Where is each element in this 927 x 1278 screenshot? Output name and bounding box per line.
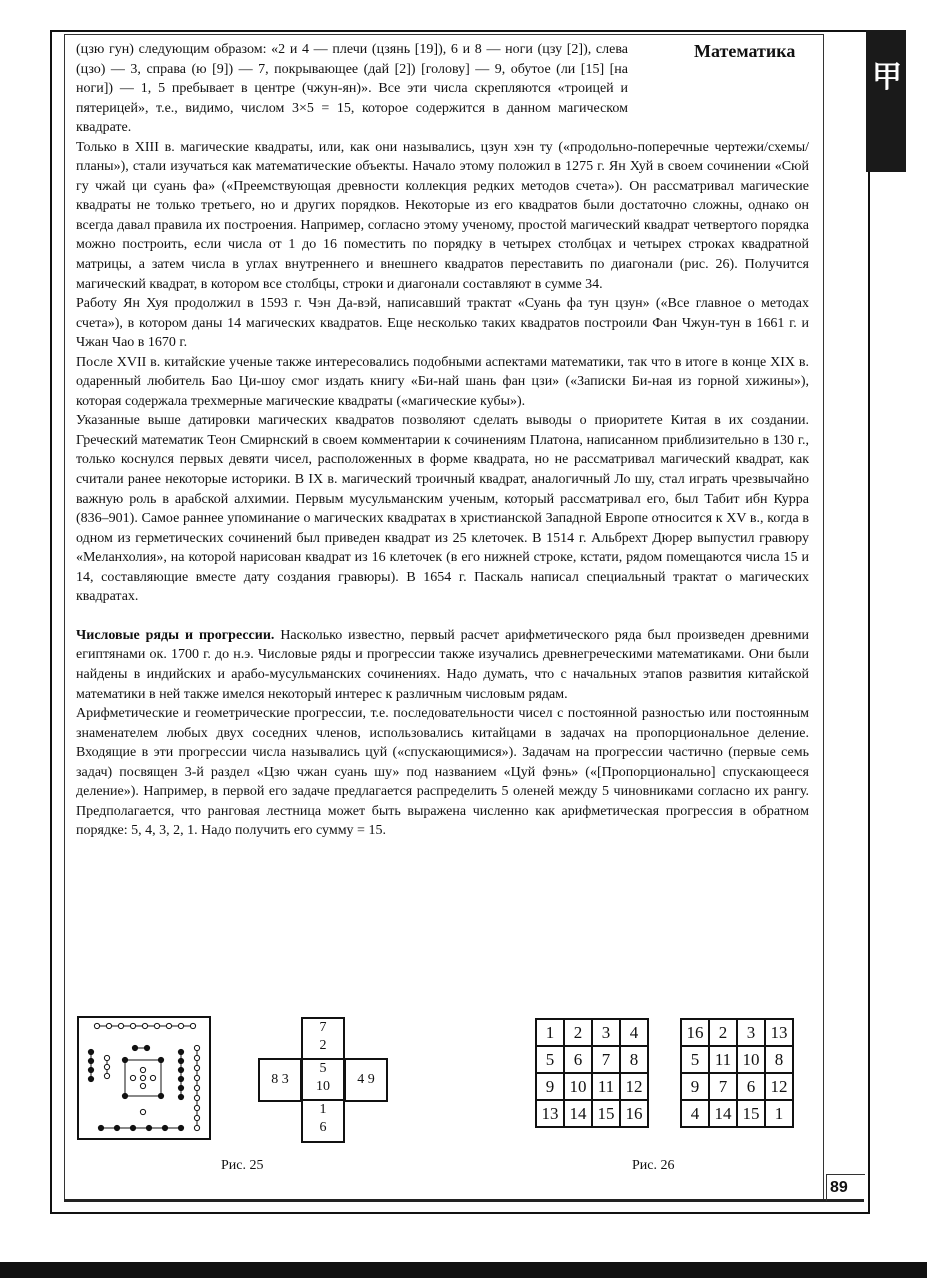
- odd-dot: [104, 1055, 109, 1060]
- grid-cell: 6: [564, 1046, 592, 1073]
- grid-cell: 6: [737, 1073, 765, 1100]
- odd-dot: [194, 1115, 199, 1120]
- odd-dot: [194, 1055, 199, 1060]
- bottom-rule: [64, 1199, 864, 1202]
- grid-cell: 7: [709, 1073, 737, 1100]
- even-dot: [178, 1125, 183, 1130]
- figure-caption: Рис. 26: [632, 1158, 675, 1173]
- grid-cell: 10: [737, 1046, 765, 1073]
- odd-dot: [194, 1095, 199, 1100]
- grid-cell: 15: [737, 1100, 765, 1127]
- grid-cell: 5: [681, 1046, 709, 1073]
- even-dot: [122, 1093, 127, 1098]
- magic-square-ordered: [535, 1018, 649, 1128]
- odd-dot: [140, 1083, 145, 1088]
- grid-cell: 14: [564, 1100, 592, 1127]
- paragraph: Работу Ян Хуя продолжил в 1593 г. Чэн Да-вэй, написавший трактат «Суань фа тун цзун» («Все главное о методах счета»), в котором даны 14 магических квадратов. Еще несколько таких квадратов построили Фан Чжун-тун в 1661 г. и Чжан Чао в 1670 г.: [76, 296, 809, 351]
- grid-cell: 2: [709, 1019, 737, 1046]
- grid-cell: 4: [681, 1100, 709, 1127]
- odd-dot: [140, 1067, 145, 1072]
- even-dot: [122, 1057, 127, 1062]
- grid-cell: 10: [564, 1073, 592, 1100]
- odd-dot: [194, 1075, 199, 1080]
- even-dot: [88, 1067, 93, 1072]
- grid-cell: 16: [620, 1100, 648, 1127]
- even-dot: [162, 1125, 167, 1130]
- even-dot: [178, 1076, 183, 1081]
- cross-right: 4 9: [344, 1058, 388, 1102]
- grid-cell: 1: [536, 1019, 564, 1046]
- odd-dot: [130, 1075, 135, 1080]
- grid-cell: 1: [765, 1100, 793, 1127]
- cross-center: 5 10: [301, 1058, 345, 1102]
- even-dot: [178, 1049, 183, 1054]
- body-text: [76, 40, 809, 841]
- odd-dot: [106, 1023, 111, 1028]
- even-dot: [178, 1085, 183, 1090]
- odd-dot: [194, 1045, 199, 1050]
- grid-cell: 11: [592, 1073, 620, 1100]
- grid-cell: 3: [592, 1019, 620, 1046]
- odd-dot: [130, 1023, 135, 1028]
- grid-cell: 4: [620, 1019, 648, 1046]
- grid-cell: 11: [709, 1046, 737, 1073]
- grid-cell: 15: [592, 1100, 620, 1127]
- grid-cell: 3: [737, 1019, 765, 1046]
- grid-cell: 9: [681, 1073, 709, 1100]
- odd-dot: [150, 1075, 155, 1080]
- even-dot: [130, 1125, 135, 1130]
- lo-shu-dot-diagram: [77, 1016, 211, 1140]
- grid-cell: 13: [765, 1019, 793, 1046]
- even-dot: [88, 1076, 93, 1081]
- grid-cell: 9: [536, 1073, 564, 1100]
- runin-heading: Числовые ряды и прогрессии.: [76, 627, 275, 643]
- even-dot: [88, 1058, 93, 1063]
- odd-dot: [194, 1125, 199, 1130]
- grid-cell: 13: [536, 1100, 564, 1127]
- even-dot: [144, 1045, 149, 1050]
- even-dot: [146, 1125, 151, 1130]
- cross-bottom: 1 6: [301, 1099, 345, 1143]
- odd-dot: [166, 1023, 171, 1028]
- grid-cell: 8: [620, 1046, 648, 1073]
- odd-dot: [178, 1023, 183, 1028]
- odd-dot: [194, 1105, 199, 1110]
- paragraph: Числовые ряды и прогрессии. Насколько известно, первый расчет арифметического ряда был произведен древними египтянами ок. 1700 г. до н.э. Числовые ряды и прогрессии также изучались древнегреческими математиками. Они были найдены в индийских и арабо-мусульманских сочинениях. Надо думать, что с начальных этапов развития китайской математики в ней также имелся некоторый интерес к различным числовым рядам.: [76, 627, 809, 702]
- paragraph: После XVII в. китайские ученые также интересовались подобными аспектами математики, так что в итоге в конце XIX в. одаренный любитель Бао Ци-шоу смог издать книгу «Би-най шань фан цзи» («Записки Би-ная из горной хижины»), которая содержала трехмерные магические квадраты («магические кубы»).: [76, 354, 809, 409]
- scan-edge: [0, 1262, 927, 1278]
- odd-dot: [104, 1073, 109, 1078]
- odd-dot: [190, 1023, 195, 1028]
- grid-cell: 7: [592, 1046, 620, 1073]
- even-dot: [158, 1093, 163, 1098]
- paragraph: Арифметические и геометрические прогрессии, т.е. последовательности чисел с постоянной разностью или постоянным знаменателем любых двух соседних членов, использовались китайцами в задачах на пропорциональное деление. Входящие в эти прогрессии числа назывались цуй («спускающимися»). Задачам на прогрессии частично (первые семь задач) посвящен 3-й раздел «Цзю чжан суань шу» под названием «Цуй фэнь» («[Пропорционально] спускающееся деление»). Например, в первой его задаче предлагается распределить 5 оленей между 5 чиновниками согласно их рангу. Предполагается, что ранговая лестница может быть выражена численно как арифметическая прогрессия в обратном порядке: 5, 4, 3, 2, 1. Надо получить его сумму = 15.: [76, 706, 809, 839]
- even-dot: [178, 1058, 183, 1063]
- odd-dot: [194, 1065, 199, 1070]
- even-dot: [88, 1049, 93, 1054]
- magic-square-result: [680, 1018, 794, 1128]
- paragraph: (цзю гун) следующим образом: «2 и 4 — плечи (цзянь [19]), 6 и 8 — ноги (цзу [2]), слева (цзо) — 3, справа (ю [9]) — 7, покрывающее (дай [2]) [голову] — 9, обутое (ли [15] [на ноги]) — 1, 5 пребывает в центре (чжун-ян)». Все эти числа скрепляются «троицей и пятерицей», т.е., видимо, числом 3×5 = 15, которое содержится в данном магическом квадрате.: [76, 42, 628, 136]
- section-title: Математика: [694, 41, 796, 61]
- chapter-tab-glyph: 甲: [872, 61, 902, 94]
- odd-dot: [142, 1023, 147, 1028]
- page-number: 89: [830, 1179, 848, 1196]
- grid-cell: 16: [681, 1019, 709, 1046]
- even-dot: [114, 1125, 119, 1130]
- odd-dot: [140, 1109, 145, 1114]
- even-dot: [178, 1094, 183, 1099]
- even-dot: [158, 1057, 163, 1062]
- grid-cell: 12: [765, 1073, 793, 1100]
- even-dot: [98, 1125, 103, 1130]
- odd-dot: [140, 1075, 145, 1080]
- odd-dot: [154, 1023, 159, 1028]
- figure-caption: Рис. 25: [221, 1158, 264, 1173]
- paragraph: Указанные выше датировки магических квадратов позволяют сделать выводы о приоритете Китая в их создании. Греческий математик Теон Смирнский в своем комментарии к сочинениям Платона, написанном приблизительно в 130 г., только коснулся первых девяти чисел, расположенных в форме квадрата, но не рассматривал магический квадрат, как считали ранее некоторые историки. В IX в. магический троичный квадрат, аналогичный Ло шу, стал играть чрезвычайно важную роль в арабской алхимии. Первым мусульманским ученым, который рассматривал его, был Табит ибн Курра (836–901). Самое раннее упоминание о магических квадратах в христианской Западной Европе относится к XV в., когда в одном из герметических сочинений был приведен квадрат из 25 клеточек. В 1514 г. Альбрехт Дюрер выпустил гравюру «Меланхолия», на которой нарисован квадрат из 16 клеточек (в его нижней строке, кстати, рядом помещаются числа 15 и 14, составляющие вместе дату создания гравюры). В 1654 г. Паскаль написал специальный трактат о магических квадратах.: [76, 413, 809, 605]
- cross-left: 8 3: [258, 1058, 302, 1102]
- grid-cell: 14: [709, 1100, 737, 1127]
- cross-top: 7 2: [301, 1017, 345, 1061]
- grid-cell: 12: [620, 1073, 648, 1100]
- paragraph: Только в XIII в. магические квадраты, или, как они назывались, цзун хэн ту («продольно-поперечные чертежи/схемы/планы»), стали изучаться как математические объекты. Начало этому положил в 1275 г. Ян Хуй в своем сочинении «Сюй гу чжай ци суань фа» («Преемствующая древности коллекция редких методов счета»). Он рассматривал магические квадраты не только третьего, но и других порядков. Некоторые из его квадратов были достаточно сложны, однако он всегда давал правила их построения. Например, согласно этому ученому, простой магический квадрат четвертого порядка можно построить, если числа от 1 до 16 поместить по порядку в четырех столбцах и четырех строках квадратной матрицы, а затем числа в углах внутреннего и внешнего квадратов переставить по диагонали (рис. 26). Получится магический квадрат, в котором все столбцы, строки и диагонали составляют в сумме 34.: [76, 139, 809, 292]
- grid-cell: 5: [536, 1046, 564, 1073]
- grid-cell: 2: [564, 1019, 592, 1046]
- odd-dot: [94, 1023, 99, 1028]
- grid-cell: 8: [765, 1046, 793, 1073]
- odd-dot: [104, 1064, 109, 1069]
- even-dot: [132, 1045, 137, 1050]
- odd-dot: [118, 1023, 123, 1028]
- even-dot: [178, 1067, 183, 1072]
- odd-dot: [194, 1085, 199, 1090]
